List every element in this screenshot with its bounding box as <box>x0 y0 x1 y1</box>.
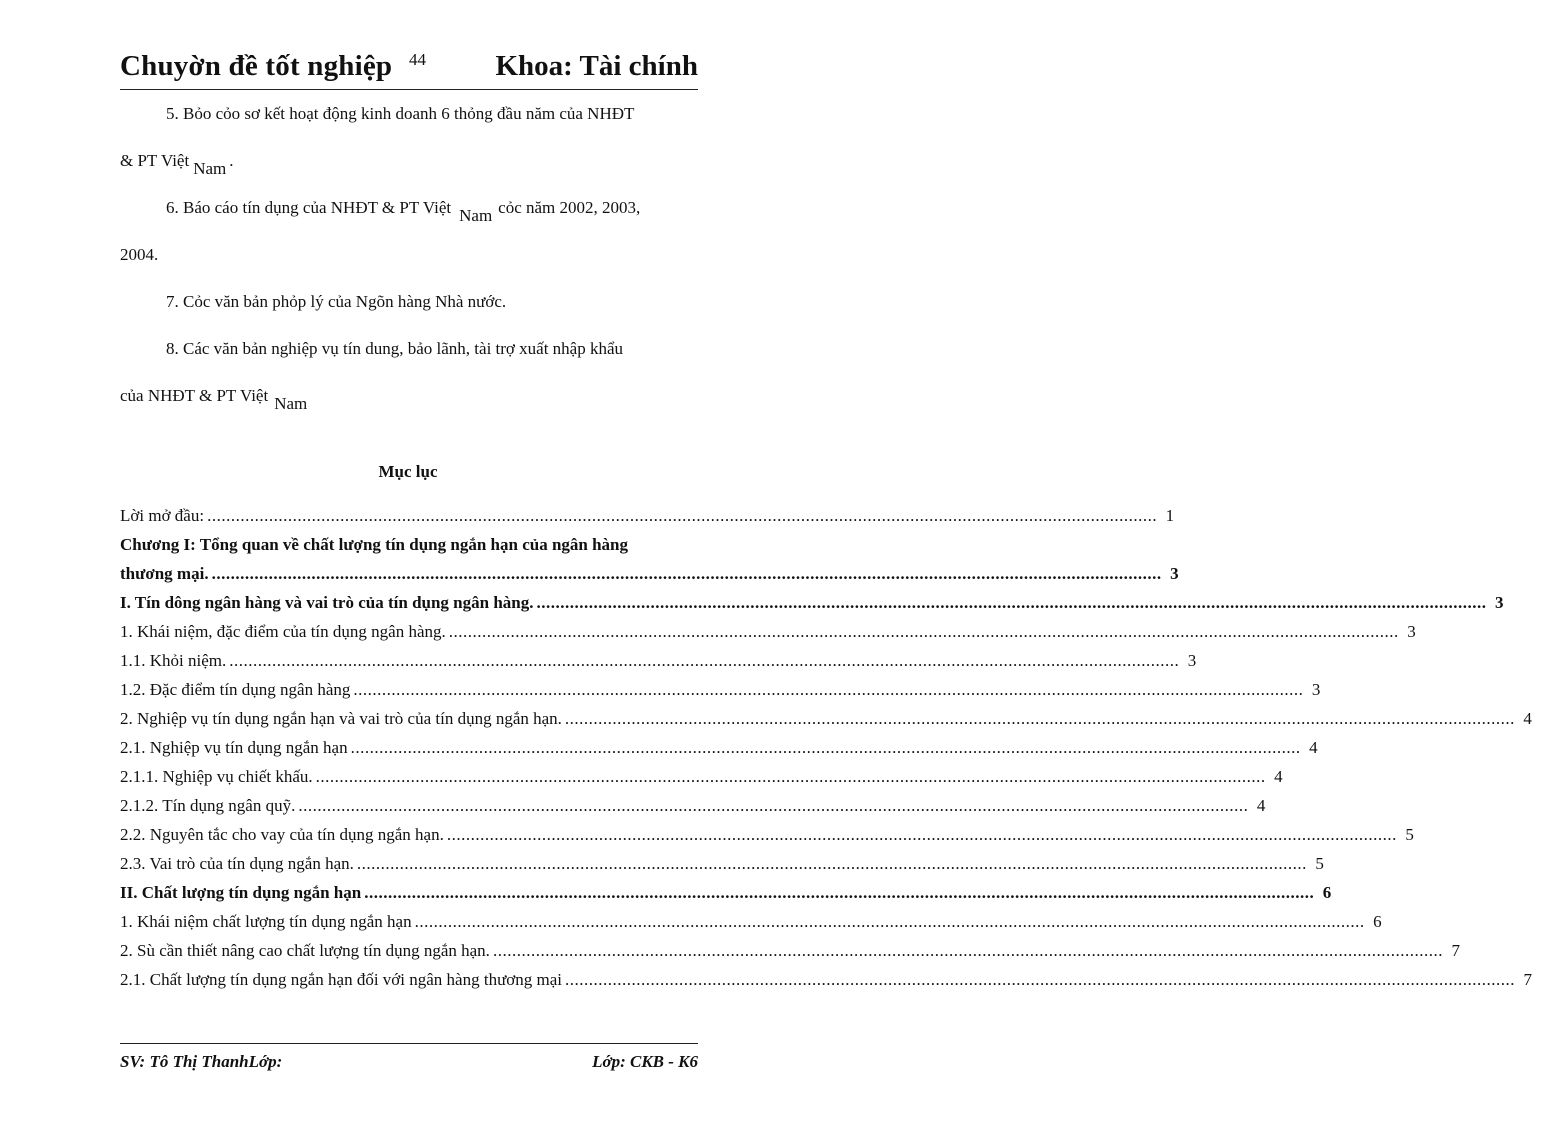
toc-item[interactable] <box>120 506 1175 535</box>
toc-item[interactable] <box>120 680 1321 709</box>
toc-leader-dots: ........................................................................................................................................................................................................ <box>364 883 1315 902</box>
toc-item[interactable] <box>120 738 1318 767</box>
toc-item[interactable] <box>120 970 1533 999</box>
toc-item-text: 1.2. Đặc điểm tín dụng ngân hàng <box>120 680 351 699</box>
toc-item-page: 4 <box>1256 796 1266 815</box>
toc-item[interactable] <box>120 564 1179 593</box>
toc-item[interactable] <box>120 883 1332 912</box>
reference-item-5 <box>120 104 696 198</box>
toc-item-text: 2. Nghiệp vụ tín dụng ngắn hạn và vai trò của tín dụng ngắn hạn. <box>120 709 562 728</box>
toc-item[interactable] <box>120 593 1504 622</box>
toc-item-page: 4 <box>1309 738 1318 757</box>
toc-item-text: 2. Sù cần thiết nâng cao chất lượng tín dụng ngắn hạn. <box>120 941 490 960</box>
toc-chapter-text: Chương I: Tổng quan về chất lượng tín dụng ngắn hạn của ngân hàng <box>120 535 629 554</box>
toc-item[interactable] <box>120 651 1197 680</box>
toc-leader-dots: ........................................................................................................................................................................................................ <box>492 941 1443 960</box>
reference-6-subscript: Nam <box>459 206 493 225</box>
toc-item-page: 6 <box>1373 912 1382 931</box>
toc-item-text: I. Tín dông ngân hàng và vai trò của tín dụng ngân hàng. <box>120 593 534 612</box>
toc-leader-dots: ........................................................................................................................................................................................................ <box>229 651 1180 670</box>
reference-8-subscript: Nam <box>274 394 308 413</box>
reference-item-7 <box>120 292 696 339</box>
header-department: Khoa: Tài chính <box>495 50 698 82</box>
toc-item[interactable] <box>120 796 1266 825</box>
footer-class: Lớp: CKB - K6 <box>592 1052 698 1071</box>
toc-leader-dots: ........................................................................................................................................................................................................ <box>565 970 1516 989</box>
toc-item-text: 1. Khái niệm chất lượng tín dụng ngắn hạn <box>120 912 412 931</box>
toc-leader-dots: ........................................................................................................................................................................................................ <box>211 564 1162 583</box>
toc-item-text: Lời mở đầu: <box>120 506 205 525</box>
toc-item-page: 4 <box>1274 767 1283 786</box>
toc-item[interactable] <box>120 622 1416 651</box>
reference-8-text-cont: của NHĐT & PT Việt <box>120 386 269 405</box>
toc-item-text: 1. Khái niệm, đặc điểm của tín dụng ngân hàng. <box>120 622 446 641</box>
toc-item-page: 3 <box>1311 680 1321 699</box>
header-title: Chuyờn đề tốt nghiệp <box>120 50 393 82</box>
toc-leader-dots: ........................................................................................................................................................................................................ <box>414 912 1365 931</box>
toc-leader-dots: ........................................................................................................................................................................................................ <box>446 825 1397 844</box>
toc-item-page: 3 <box>1187 651 1197 670</box>
toc-item-page: 7 <box>1451 941 1460 960</box>
reference-6-text-cont: 2004. <box>120 245 159 264</box>
toc-item-page: 7 <box>1523 970 1533 989</box>
reference-8-text: 8. Các văn bản nghiệp vụ tín dung, bảo lãnh, tài trợ xuất nhập khẩu <box>166 339 624 358</box>
toc-item-page: 6 <box>1322 883 1332 902</box>
toc-item-text: 1.1. Khỏi niệm. <box>120 651 227 670</box>
toc-item[interactable] <box>120 941 1460 970</box>
toc-item-text: thương mại. <box>120 564 209 583</box>
toc-item-page: 5 <box>1405 825 1414 844</box>
page-number: 44 <box>409 50 426 69</box>
toc-item[interactable] <box>120 912 1382 941</box>
toc-leader-dots: ........................................................................................................................................................................................................ <box>536 593 1487 612</box>
toc-item-page: 3 <box>1170 564 1179 583</box>
toc-item-text: II. Chất lượng tín dụng ngắn hạn <box>120 883 362 902</box>
reference-5-text: 5. Bỏo cỏo sơ kết hoạt động kinh doanh 6 thỏng đầu năm của NHĐT <box>166 104 635 123</box>
toc-item-page: 5 <box>1315 854 1324 873</box>
toc-item-text: 2.1. Chất lượng tín dụng ngắn hạn đối với ngân hàng thương mại <box>120 970 563 989</box>
reference-5-text-cont: & PT Việt <box>120 151 190 170</box>
reference-list <box>120 104 696 433</box>
toc-title: Mục lục <box>378 462 438 481</box>
toc-leader-dots: ........................................................................................................................................................................................................ <box>564 709 1515 728</box>
toc-item-page: 4 <box>1523 709 1532 728</box>
reference-7-text: 7. Cỏc văn bản phỏp lý của Ngõn hàng Nhà nước. <box>166 292 507 311</box>
toc-item-text: 2.1. Nghiệp vụ tín dụng ngắn hạn <box>120 738 348 757</box>
toc-leader-dots: ........................................................................................................................................................................................................ <box>353 680 1304 699</box>
toc-leader-dots: ........................................................................................................................................................................................................ <box>315 767 1266 786</box>
reference-5-subscript: Nam <box>193 159 227 178</box>
toc-chapter-heading[interactable] <box>120 535 696 564</box>
reference-item-6 <box>120 198 696 292</box>
reference-6-end: cỏc năm 2002, 2003, <box>498 198 641 217</box>
toc-leader-dots: ........................................................................................................................................................................................................ <box>448 622 1399 641</box>
toc-item-text: 2.3. Vai trò của tín dụng ngắn hạn. <box>120 854 354 873</box>
header-divider <box>120 89 698 90</box>
toc-item-page: 3 <box>1407 622 1416 641</box>
toc-item-page: 1 <box>1165 506 1175 525</box>
toc-item[interactable] <box>120 854 1324 883</box>
footer-student: SV: Tô Thị ThanhLớp: <box>120 1052 283 1071</box>
toc-item[interactable] <box>120 709 1532 738</box>
reference-5-end: . <box>229 151 234 170</box>
toc-item-text: 2.1.1. Nghiệp vụ chiết khấu. <box>120 767 313 786</box>
reference-6-text: 6. Báo cáo tín dụng của NHĐT & PT Việt <box>166 198 452 217</box>
toc-leader-dots: ........................................................................................................................................................................................................ <box>207 506 1158 525</box>
toc-leader-dots: ........................................................................................................................................................................................................ <box>298 796 1249 815</box>
footer-divider <box>120 1043 698 1044</box>
reference-item-8 <box>120 339 696 433</box>
toc-item-text: 2.2. Nguyên tắc cho vay của tín dụng ngắn hạn. <box>120 825 444 844</box>
toc-item[interactable] <box>120 767 1283 796</box>
table-of-contents <box>120 506 1533 999</box>
toc-leader-dots: ........................................................................................................................................................................................................ <box>350 738 1301 757</box>
toc-item-page: 3 <box>1495 593 1504 612</box>
toc-item[interactable] <box>120 825 1414 854</box>
page-header <box>120 50 698 90</box>
toc-item-text: 2.1.2. Tín dụng ngân quỹ. <box>120 796 296 815</box>
toc-leader-dots: ........................................................................................................................................................................................................ <box>356 854 1307 873</box>
